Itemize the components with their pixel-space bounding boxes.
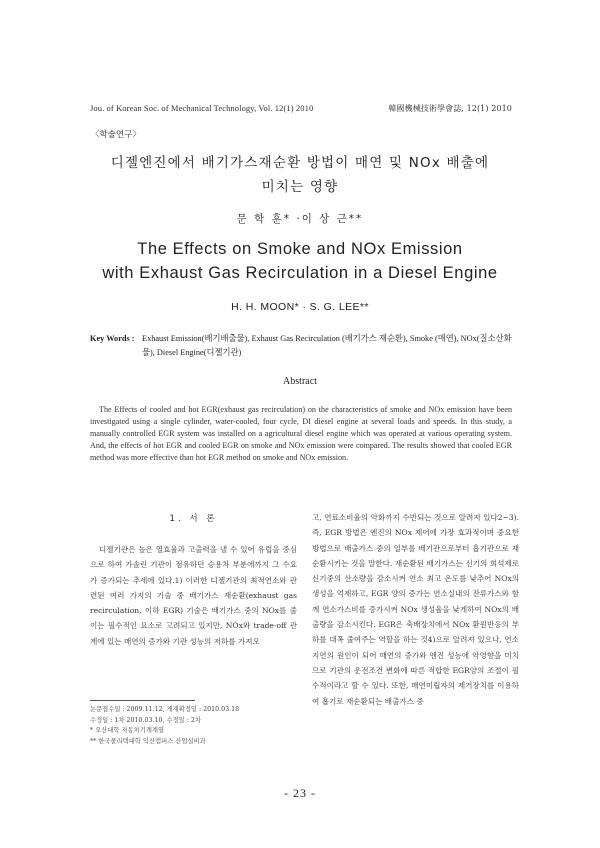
footnote-divider [90, 700, 195, 701]
introduction-left-column: 디젤기관은 높은 열효율과 고출력을 낼 수 있어 유럽을 중심으로 하여 가솔린 기관이 점유하던 승용차 부분에까지 그 수요가 증가되는 추세에 있다.1) 이러한 디젤기관의 최적연소와 관련된 여러 가지의 기술 중 배기가스 재순환(exhaust gas recirculation, 이하 EGR) 기술은 배기가스 중의 NOx를 줄이는 필수적인 요소로 고려되고 있지만, NOx와 trade-off 관계에 있는 매연의 증가와 기관 성능의 저하를 가져오 [90, 545, 297, 646]
introduction-right-column: 고, 연료소비율의 악화까지 수반되는 것으로 알려져 있다2~3). 즉, EGR 방법은 엔진의 NOx 제어에 가장 효과적이며 중요한 방법으로 배출가스 중의 일부를 배기관으로부터 흡기관으로 재순환시키는 것을 말한다. 재순환된 배기가스는 신기의 희석제로 신기중의 산소량을 감소시켜 연소 최고 온도를 낮추어 NOx의 생성을 억제하고, EGR 양의 증가는 연소실내의 잔류가스와 함께 연소가스비를 증가시켜 NOx 생성율을 낮게하여 NOx의 배출량을 감소시킨다. EGR은 축배장치에서 NOx 환원반응의 부하를 대폭 줄여주는 역할을 하는 것4)으로 알려져 있으나, 연소지연의 원인이 되어 매연의 증가와 엔진 성능에 악영향을 미치므로 기관의 운전조건 변화에 따른 적합한 EGR양의 조절이 필수적이라고 할 수 있다. 또한, 매연미립자의 제거장치를 이용하여 흡기로 재순환되는 배출가스 중 [312, 513, 519, 706]
english-title-line-1: The Effects on Smoke and NOx Emission [137, 240, 463, 258]
journal-header-korean: 韓國機械技術學會誌, 12(1) 2010 [388, 104, 512, 113]
keywords-label: Key Words : [90, 334, 135, 343]
abstract-body: The Effects of cooled and hot EGR(exhaust gas recirculation) on the characteristics of smoke and NOx emission have been investigated using a single cylinder, water-cooled, four cycle, DI diesel engine at several loads and speeds. In this study, a manually controlled EGR system was installed on a agricultural diesel engine which was operated at various operating system. And, the effects of hot EGR and cooled EGR on smoke and NOx emission were compared. The results showed that cooled EGR method was more effective than hot EGR method on smoke and NOx emission. [90, 405, 512, 462]
korean-authors: 문 학 훈* ·이 상 근** [236, 213, 364, 225]
korean-title-line-2: 미치는 영향 [261, 179, 339, 195]
english-authors: H. H. MOON* · S. G. LEE** [231, 301, 369, 313]
keywords-text: Exhaust Emission(배기배출물), Exhaust Gas Recirculation (배기가스 재순환), Smoke (매연), NOx(질소산화물), Diesel Engine(디젤기관) [142, 334, 512, 357]
footnote-received-date: 논문접수일 : 2009.11.12, 게재확정일 : 2010.03.18 [90, 706, 240, 713]
footnote-author-1-affiliation: * 오산대학 자동차기계계열 [90, 727, 165, 735]
english-title-line-2: with Exhaust Gas Recirculation in a Diesel Engine [102, 264, 498, 282]
footnotes [90, 705, 300, 747]
footnote-author-2-affiliation: ** 한국폴리텍대학 익산캠퍼스 산업설비과 [90, 737, 206, 745]
article-category: 〈학술연구〉 [91, 130, 141, 140]
section-introduction-heading: 1. 서 론 [169, 514, 218, 524]
abstract-heading: Abstract [283, 376, 317, 387]
korean-title-line-1: 디젤엔진에서 배기가스재순환 방법이 매연 및 NOx 배출에 [110, 155, 490, 171]
keywords-block [90, 332, 520, 359]
page-number: - 23 - [284, 786, 316, 800]
journal-header-english: Jou. of Korean Soc. of Mechanical Technology, Vol. 12(1) 2010 [90, 103, 314, 113]
footnote-revision-date: 수정일 : 1차 2010.03.10, 수정일 : 2차 [90, 716, 201, 724]
